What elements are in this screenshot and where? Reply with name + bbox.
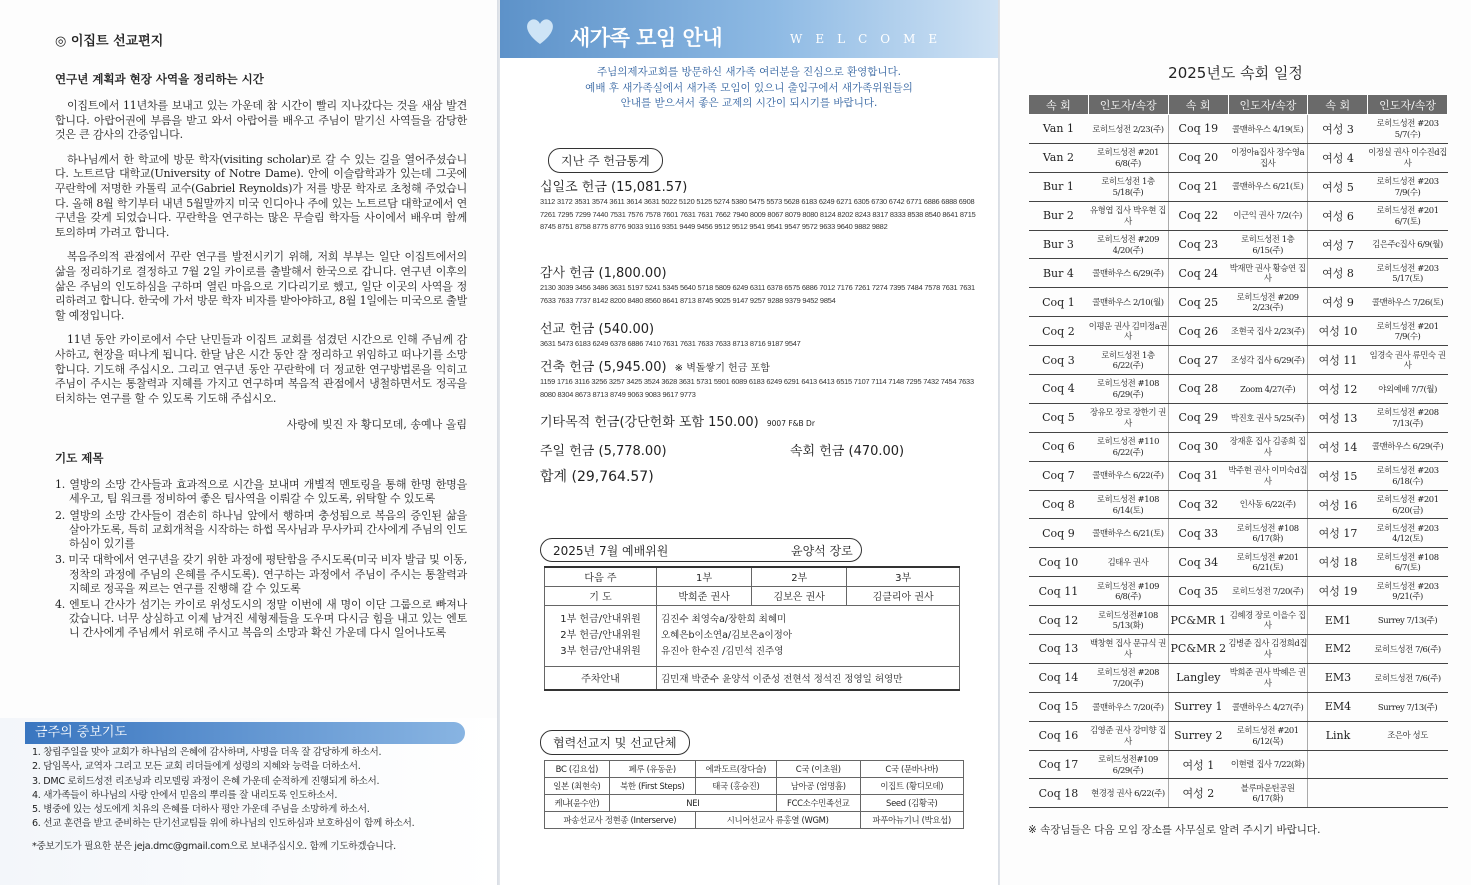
service-header: 다음 주 [545,567,657,586]
service-header: 2부 [752,567,847,586]
schedule-row [1029,490,1448,519]
weekly-intercession-tag: 금주의 중보기도 [25,722,465,744]
cell-group-name: 여성 12 [1308,375,1368,404]
cell-group-name: Coq 32 [1168,490,1228,519]
banner-title: 새가족 모임 안내 [570,26,723,50]
schedule-row [1029,403,1448,432]
cell-group-name: Coq 1 [1029,288,1089,317]
service-role: 2부 헌금/안내위원 [560,629,641,641]
intercession-item: 5. 병중에 있는 성도에게 치유의 은혜를 더하사 평안 가운데 주님을 소망하게 하소서. [32,804,370,816]
mission-cell: BC (김요섭) [545,761,610,778]
cell-group-name: Coq 34 [1168,548,1228,577]
cell-leader-info: 로히드성전#108 5/13(화) [1088,606,1168,635]
cell-group-name: Coq 16 [1029,721,1089,750]
cell-leader-info: 로히드성전 1층 6/22(주) [1088,346,1168,375]
cell-group-name: EM1 [1308,606,1368,635]
schedule-row [1029,375,1448,404]
schedule-row [1029,635,1448,664]
service-role-name: 유진아 한수진 /김민석 진주영 [661,645,784,657]
cell-leader-info: 블루마운틴공원 6/17(화) [1228,779,1308,808]
designated-amount: 기타목적 헌금(강단헌화 포함 150.00) [540,415,759,430]
cell-leader-info: 이현렬 집사 7/22(화) [1228,750,1308,779]
cell-group-name: 여성 3 [1308,115,1368,144]
schedule-footer: ※ 속장님들은 다음 모임 장소를 사무실로 알려 주시기 바랍니다. [1028,824,1321,836]
cell-leader-info: 콜맨하우스 6/29(주) [1088,259,1168,288]
mission-cell: 페루 (유동운) [609,761,695,778]
tithe-numbers: 3112 3172 3531 3574 3611 3614 3631 5022 5120 5125 5274 5380 5475 5573 5628 6183 6249 6271 6305 6730 6742 6771 6886 6888 6908 7261 7295 7299 7440 7531 7576 7578 7601 7631 7631 7662 7940 8009 8067 8079 8080 8124 8202 8243 8317 8333 8538 8540 8641 8715 8745 8751 8758 8775 8776 9033 9116 9351 9449 9456 9512 9512 9541 9541 9547 9572 9633 9640 9882 9882 [540,197,976,232]
cell-leader-info: 콜맨하우스 6/21(토) [1228,172,1308,201]
schedule-row [1029,779,1448,808]
mission-cell: C국 (이초원) [776,761,860,778]
cell-group-name: Bur 1 [1029,172,1089,201]
intro-line: 주님의제자교회를 방문하신 새가족 여러분을 진심으로 환영합니다. [596,66,902,78]
cell-leader-info: 콜맨하우스 7/26(토) [1368,288,1448,317]
cell-leader-info: 로히드성전 #108 6/29(주) [1088,375,1168,404]
schedule-row [1029,143,1448,172]
cell-group-name: Bur 4 [1029,259,1089,288]
cell-group-name: 여성 18 [1308,548,1368,577]
cell-leader-info: 김태우 권사 [1088,548,1168,577]
cell-leader-info: 로히드성전 #203 9/21(주) [1368,577,1448,606]
service-month: 2025년 7월 예배위원 [553,544,669,558]
weekly-intercession-list [32,746,472,832]
cell-group-name: Coq 13 [1029,635,1089,664]
schedule-row [1029,461,1448,490]
mission-cell: 이집트 (황디모데) [860,778,964,795]
cell-leader-info: 콜맨하우스 6/22(주) [1088,461,1168,490]
schedule-row [1029,692,1448,721]
designated-numbers: 9007 F&B Dr [766,419,815,428]
cell-leader-info: 조현국 집사 2/23(주) [1228,317,1308,346]
cell-group-name: Van 1 [1029,115,1089,144]
cell-leader-info: 로히드성전 #110 6/22(주) [1088,432,1168,461]
cell-group-name: Coq 9 [1029,519,1089,548]
schedule-header: 속 회 [1308,95,1368,115]
cell-leader-info: 로히드성전 #203 7/9(수) [1368,172,1448,201]
cell-group-name: Coq 8 [1029,490,1089,519]
cell-leader-info: 로히드성전 #203 5/7(수) [1368,115,1448,144]
prayer-item: 4. 엔토니 간사가 섬기는 카이로 위성도시의 정말 이번에 새 명이 이단 그룹으로 빠져나갔습니다. 너무 상심하고 이제 남겨진 세형제들을 도우며 다시금 힘을 내고 있는 엔토니 간사에게 주님께서 위로해 주시고 복음의 소망과 확신 가운데 다시 일어나도록 [55,597,467,640]
cell-leader-info: 콜맨하우스 7/20(주) [1088,692,1168,721]
service-roles [545,605,657,666]
cell-group-name: 여성 15 [1308,461,1368,490]
cell-leader-info: 현경정 권사 6/22(주) [1088,779,1168,808]
cell-leader-info: 인사동 6/22(주) [1228,490,1308,519]
cell-leader-info: 로히드성전 2/23(주) [1088,115,1168,144]
schedule-row [1029,201,1448,230]
cell-group-name: 여성 17 [1308,519,1368,548]
cell-group-name: Coq 20 [1168,143,1228,172]
cell-leader-info: 박희준 권사 박혜은 권사 [1228,663,1308,692]
cell-schedule-column [1000,0,1471,885]
intercession-footer: *중보기도가 필요한 분은 jeja.dmc@gmail.com으로 보내주십시오. 함께 기도하겠습니다. [32,841,396,852]
cell-group-name: 여성 19 [1308,577,1368,606]
intercession-item: 2. 담임목사, 교역자 그리고 모든 교회 리더들에게 성령의 지혜와 능력을 더하소서. [32,761,361,773]
cell-leader-info: 로히드성전 #208 7/20(주) [1088,663,1168,692]
cell-leader-info: 이정아a집사 장수영a집사 [1228,143,1308,172]
cell-group-name: 여성 11 [1308,346,1368,375]
cell-group-name: 여성 13 [1308,403,1368,432]
cell-leader-info: 로히드성전 #203 6/18(수) [1368,461,1448,490]
cell-leader-info: 박진호 권사 5/25(주) [1228,403,1308,432]
welcome-banner [500,0,998,58]
cell-leader-info: 백창현 집사 문규식 권사 [1088,635,1168,664]
cell-leader-info: 로히드성전 #209 4/20(주) [1088,230,1168,259]
cell-group-name: Coq 14 [1029,663,1089,692]
service-header: 1부 [657,567,752,586]
cell-group-name: EM2 [1308,635,1368,664]
cell-group-name: Coq 19 [1168,115,1228,144]
cell-leader-info: 로히드성전 #209 2/23(주) [1228,288,1308,317]
cell-total: 속회 헌금 (470.00) [790,444,905,459]
mission-numbers: 3631 5473 6183 6249 6378 6886 7410 7631 7631 7633 7633 8713 8716 9187 9547 [540,339,801,348]
cell-leader-info: 임경숙 권사 류민숙 권사 [1368,346,1448,375]
service-role: 1부 헌금/안내위원 [560,613,641,625]
cell-leader-info: 로히드성전 #201 6/20(금) [1368,490,1448,519]
schedule-row [1029,750,1448,779]
prayer-item: 3. 미국 대학에서 연구년을 갖기 위한 과정에 평탄함을 주시도록(미국 비자 발급 및 이동, 정착의 과정에 주님의 은혜를 주시도록). 연구하는 과정에서 주님이 주시는 통찰력과 지혜로 정곡을 찌르는 연구를 진행해 갈 수 있도록 [55,553,467,595]
cell-leader-info: 박재만 권사 황승연 집사 [1228,259,1308,288]
cell-leader-info: 로히드성전 1층 6/15(주) [1228,230,1308,259]
cell-group-name: 여성 4 [1308,143,1368,172]
cell-group-name: Surrey 1 [1168,692,1228,721]
cell-leader-info: Surrey 7/13(주) [1368,692,1448,721]
designated-total [540,411,815,430]
cell-group-name: EM4 [1308,692,1368,721]
tithe-total: 십일조 헌금 (15,081.57) [540,180,688,195]
cell-group-name: Coq 5 [1029,403,1089,432]
cell-group-name: 여성 5 [1308,172,1368,201]
service-role-name: 김진수 최영숙a/장한희 최혜미 [661,613,787,625]
mission-cell: C국 (문바나바) [860,761,964,778]
service-role-name: 오혜은b이소연a/김보은a이정아 [661,629,792,641]
cell-group-name: Coq 10 [1029,548,1089,577]
cell-group-name: Coq 23 [1168,230,1228,259]
heart-hands-icon [520,10,560,50]
building-note: ※ 벽돌쌓기 헌금 포함 [674,363,770,374]
letter-subtitle: 연구년 계획과 현장 사역을 정리하는 시간 [55,72,264,86]
banner-welcome: WELCOME [790,32,951,46]
schedule-row [1029,606,1448,635]
cell-group-name: Coq 12 [1029,606,1089,635]
cell-leader-info: 김영준 권사 강미향 집사 [1088,721,1168,750]
parking-label: 주차안내 [545,666,657,690]
letter-signature: 사랑에 빚진 자 황디모데, 송예나 올림 [286,418,467,432]
grand-total: 합계 (29,764.57) [540,469,654,485]
thanks-numbers: 2130 3039 3456 3486 3631 5197 5241 5345 5640 5718 5809 6249 6311 6378 6575 6886 7012 7176 7261 7274 7395 7484 7578 7631 7631 7633 7633 7737 8142 8200 8480 8560 8641 8713 8745 9025 9147 9257 9288 9379 9452 9854 [540,283,975,305]
cell-group-name: Bur 3 [1029,230,1089,259]
schedule-row [1029,230,1448,259]
cell-group-name: 여성 7 [1308,230,1368,259]
cell-group-name [1308,750,1368,779]
intro-line: 예배 후 새가족실에서 새가족 모임이 있으니 출입구에서 새가족위원들의 [585,81,913,94]
mission-cell: 일본 (최현숙) [545,778,610,795]
service-elder: 윤양석 장로 [791,544,853,558]
cell-group-name: Coq 3 [1029,346,1089,375]
cell-group-name: 여성 2 [1168,779,1228,808]
cell-leader-info: 로히드성전 #201 6/7(토) [1368,201,1448,230]
cell-leader-info: 로히드성전 7/6(주) [1368,663,1448,692]
cell-group-name: Coq 24 [1168,259,1228,288]
schedule-row [1029,288,1448,317]
offering-pill: 지난 주 헌금통계 [548,148,663,173]
cell-group-name: Link [1308,721,1368,750]
cell-leader-info: 로히드성전 7/20(주) [1228,577,1308,606]
cell-leader-info: 콜맨하우스 2/10(월) [1088,288,1168,317]
cell-group-name: Coq 33 [1168,519,1228,548]
building-numbers: 1159 1716 3116 3256 3257 3425 3524 3628 3631 5731 5901 6089 6183 6249 6291 6413 6413 6515 7107 7114 7148 7295 7432 7454 7633 8080 8304 8673 8713 8749 9063 9083 9617 9773 [540,377,974,399]
service-table [544,566,960,691]
schedule-header: 속 회 [1168,95,1228,115]
schedule-row [1029,663,1448,692]
mission-cell: FCC소수민족선교 [776,795,860,812]
cell-group-name: Coq 30 [1168,432,1228,461]
mission-cell: 북한 (First Steps) [609,778,695,795]
intercession-item: 6. 선교 훈련을 받고 준비하는 단기선교팀들 위에 하나님의 인도하심과 보호하심이 함께 하소서. [32,818,415,830]
schedule-header: 인도자/속장 [1088,95,1168,115]
schedule-title: 2025년도 속회 일정 [1168,64,1303,82]
cell-leader-info: 콜맨하우스 4/27(주) [1228,692,1308,721]
cell-leader-info: 로히드성전 #109 6/8(주) [1088,577,1168,606]
cell-group-name: Bur 2 [1029,201,1089,230]
cell-group-name: Surrey 2 [1168,721,1228,750]
mission-cell: Seed (김황국) [860,795,964,812]
schedule-row [1029,317,1448,346]
cell-group-name: 여성 16 [1308,490,1368,519]
cell-group-name: Coq 2 [1029,317,1089,346]
cell-group-name: 여성 9 [1308,288,1368,317]
cell-group-name: Coq 11 [1029,577,1089,606]
cell-leader-info: 조성각 집사 6/29(주) [1228,346,1308,375]
schedule-table [1028,94,1448,808]
weekly-intercession [0,718,497,885]
thanks-total: 감사 헌금 (1,800.00) [540,266,667,281]
schedule-row [1029,721,1448,750]
service-pill [540,538,862,562]
schedule-body [1029,115,1448,808]
letter-paragraph: 하나님께서 한 학교에 방문 학자(visiting scholar)로 갈 수 있는 길을 열어주셨습니다. 노트르담 대학교(University of Notre Dame). 안에 이슬람학과가 있는데 그곳에 꾸란학에 저명한 카톨릭 교수(Gabriel Reynolds)가 저를 방문 학자로 초청해 주었습니다. 올해 8월 학기부터 내년 5월말까지 미국 인디아나 주에 있는 노트르담 대학교에서 연구년을 갖게 되었습니다. 꾸란학을 연구하는 많은 무슬림 학자들 사이에서 배우며 함께 토의하며 가려고 합니다. [55,152,467,239]
cell-group-name: Coq 29 [1168,403,1228,432]
building-total [540,356,770,375]
cell-leader-info: 로히드성전 #201 6/8(주) [1088,143,1168,172]
cell-leader-info: Zoom 4/27(주) [1228,375,1308,404]
mission-cell: NEI [609,795,776,812]
intercession-item: 1. 창립주일을 맞아 교회가 하나님의 은혜에 감사하며, 사명을 더욱 잘 감당하게 하소서. [32,747,382,758]
schedule-row [1029,577,1448,606]
prayer-title: 기도 제목 [55,451,104,466]
cell-leader-info: 유형엽 집사 박우현 집사 [1088,201,1168,230]
building-amount: 건축 헌금 (5,945.00) [540,360,667,375]
schedule-row [1029,432,1448,461]
cell-group-name: Coq 26 [1168,317,1228,346]
cell-group-name: 여성 10 [1308,317,1368,346]
cell-group-name: Langley [1168,663,1228,692]
cell-leader-info: 박주현 권사 이미숙d집사 [1228,461,1308,490]
cell-leader-info: 김혜경 장로 이을수 집사 [1228,606,1308,635]
letter-paragraph: 11년 동안 카이로에서 수단 난민들과 이집트 교회를 섬겼던 시간으로 인해 주님께 감사하고, 현장을 떠나게 됩니다. 한달 남은 시간 동안 잘 정리하고 위임하고 떠나기를 소망합니다. 기도해 주십시오. 그리고 연구년 동안 꾸란학에 더 정교한 연구방법론을 익히고 주님이 주시는 통찰력과 지혜를 가지고 연구하며 복음적 관점에서 냉철하면서도 정곡을 터치하는 연구를 할 수 있도록 기도해 주십시오. [55,333,467,405]
service-cell: 박희준 권사 [657,586,752,605]
cell-group-name: 여성 1 [1168,750,1228,779]
cell-leader-info: Surrey 7/13(주) [1368,606,1448,635]
missions-pill: 협력선교지 및 선교단체 [540,730,690,755]
cell-leader-info: 조은아 성도 [1368,721,1448,750]
mission-cell: 파송선교사 정현종 (Interserve) [545,812,696,829]
mission-cell: 태국 (홍승진) [695,778,776,795]
cell-leader-info: 장재훈 집사 김종희 집사 [1228,432,1308,461]
cell-group-name: Coq 27 [1168,346,1228,375]
service-role-names [657,605,960,666]
service-cell: 김클리아 권사 [847,586,960,605]
cell-group-name: Coq 7 [1029,461,1089,490]
cell-leader-info: 로히드성전 #108 6/7(토) [1368,548,1448,577]
cell-leader-info: 이근익 권사 7/2(수) [1228,201,1308,230]
service-cell: 김보은 권사 [752,586,847,605]
cell-group-name: Coq 35 [1168,577,1228,606]
mission-total: 선교 헌금 (540.00) [540,322,655,337]
cell-group-name [1308,779,1368,808]
parking-names: 김민재 박준수 윤양석 이준성 전현석 정석진 정영일 허영만 [657,666,960,690]
schedule-row [1029,172,1448,201]
cell-leader-info: 이정실 권사 이수진d집사 [1368,143,1448,172]
service-cell: 기 도 [545,586,657,605]
schedule-header: 속 회 [1029,95,1089,115]
intercession-item: 3. DMC 로히드성전 리조닝과 리모델링 과정이 은혜 가운데 순적하게 진행되게 하소서. [32,775,380,787]
schedule-header: 인도자/속장 [1368,95,1448,115]
schedule-row [1029,548,1448,577]
mission-cell: 케냐(윤수안) [545,795,610,812]
cell-leader-info: 김은주c집사 6/9(월) [1368,230,1448,259]
mission-cell: 파푸아뉴기니 (박요섭) [860,812,964,829]
cell-group-name: 여성 14 [1308,432,1368,461]
cell-group-name: PC&MR 2 [1168,635,1228,664]
cell-leader-info: 로히드성전 1층 5/18(주) [1088,172,1168,201]
cell-leader-info: 로히드성전 #208 7/13(주) [1368,403,1448,432]
cell-leader-info: 로히드성전 #203 4/12(토) [1368,519,1448,548]
cell-leader-info: 김병준 집사 김정희d집사 [1228,635,1308,664]
cell-leader-info: 콜맨하우스 6/21(토) [1088,519,1168,548]
prayer-item: 2. 열방의 소망 간사들이 겸손히 하나님 앞에서 행하며 충성됨으로 복음의 증인된 삶을 살아가도록, 특히 교회개척을 시작하는 하썹 목사님과 무사카피 간사에게 주님의 인도하심이 있기를 [55,508,467,551]
cell-leader-info: 이평운 권사 김미정a권사 [1088,317,1168,346]
cell-group-name: EM3 [1308,663,1368,692]
schedule-row [1029,259,1448,288]
cell-leader-info: 로히드성전 #108 6/14(토) [1088,490,1168,519]
cell-group-name: Coq 15 [1029,692,1089,721]
cell-group-name: 여성 8 [1308,259,1368,288]
cell-leader-info: 로히드성전 #201 6/12(목) [1228,721,1308,750]
welcome-intro [500,65,998,112]
cell-leader-info: 장유모 장로 장한기 권사 [1088,403,1168,432]
intercession-item: 4. 새가족들이 하나님의 사랑 안에서 믿음의 뿌리를 잘 내리도록 인도하소서. [32,789,338,801]
letter-paragraph: 이집트에서 11년차를 보내고 있는 가운데 참 시간이 빨리 지나갔다는 것을 새삼 발견합니다. 아랍어권에 부름을 받고 와서 아랍어를 배우고 주님이 맡기신 사역들을 감당한 것은 큰 감사의 간증입니다. [55,99,467,142]
missions-table [544,760,964,829]
cell-leader-info: 로히드성전 #203 5/17(토) [1368,259,1448,288]
cell-group-name: Coq 25 [1168,288,1228,317]
cell-leader-info: 로히드성전 #201 7/9(수) [1368,317,1448,346]
cell-group-name: Coq 6 [1029,432,1089,461]
intro-line: 안내를 받으셔서 좋은 교제의 시간이 되시기를 바랍니다. [620,97,878,109]
sunday-total: 주일 헌금 (5,778.00) [540,444,667,459]
mission-cell: 시니어선교사 류홍열 (WGM) [695,812,860,829]
cell-group-name: PC&MR 1 [1168,606,1228,635]
cell-group-name: Coq 4 [1029,375,1089,404]
cell-leader-info: 로히드성전 #201 6/21(토) [1228,548,1308,577]
cell-leader-info: 로히드성전#109 6/29(주) [1088,750,1168,779]
cell-group-name: Van 2 [1029,143,1089,172]
cell-group-name: Coq 21 [1168,172,1228,201]
mission-cell: 남아공 (엄명흠) [776,778,860,795]
letter-paragraph: 복음주의적 관점에서 꾸란 연구를 발전시키기 위해, 저희 부부는 일단 이집트에서의 삶을 정리하기로 결정하고 7월 2일 카이로를 출발해서 한국으로 갑니다. 연구년 이후의 삶은 주님의 인도하심을 구하며 열린 마음으로 기다리기로 했고, 일단 이곳의 사역을 정리하려고 합니다. 한국에 가서 방문 학자 비자를 받아야하고, 8월 1일에는 미국으로 출발할 예정입니다. [55,250,467,322]
cell-leader-info: 야외예배 7/7(월) [1368,375,1448,404]
cell-group-name: Coq 18 [1029,779,1089,808]
service-role: 3부 헌금/안내위원 [560,645,641,657]
welcome-column [500,0,998,885]
cell-group-name: Coq 22 [1168,201,1228,230]
service-header: 3부 [847,567,960,586]
cell-group-name: Coq 17 [1029,750,1089,779]
cell-group-name: 여성 6 [1308,201,1368,230]
cell-group-name: Coq 28 [1168,375,1228,404]
cell-leader-info: 로히드성전 #108 6/17(화) [1228,519,1308,548]
cell-leader-info: 콜맨하우스 6/29(주) [1368,432,1448,461]
mission-cell: 에콰도르(장다슬) [695,761,776,778]
schedule-header: 인도자/속장 [1228,95,1308,115]
cell-leader-info [1368,750,1448,779]
schedule-row [1029,346,1448,375]
cell-leader-info [1368,779,1448,808]
prayer-item: 1. 열방의 소망 간사들과 효과적으로 시간을 보내며 개별적 멘토링을 통해 한명 한명을 세우고, 팀 워크를 정비하여 좋은 팀사역을 이뤄갈 수 있도록, 위탁할 수 있도록 [55,478,467,506]
cell-leader-info: 콜맨하우스 4/19(토) [1228,115,1308,144]
schedule-row [1029,115,1448,144]
cell-leader-info: 로히드성전 7/6(주) [1368,635,1448,664]
letter-title: ◎ 이집트 선교편지 [55,34,164,49]
cell-group-name: Coq 31 [1168,461,1228,490]
schedule-row [1029,519,1448,548]
